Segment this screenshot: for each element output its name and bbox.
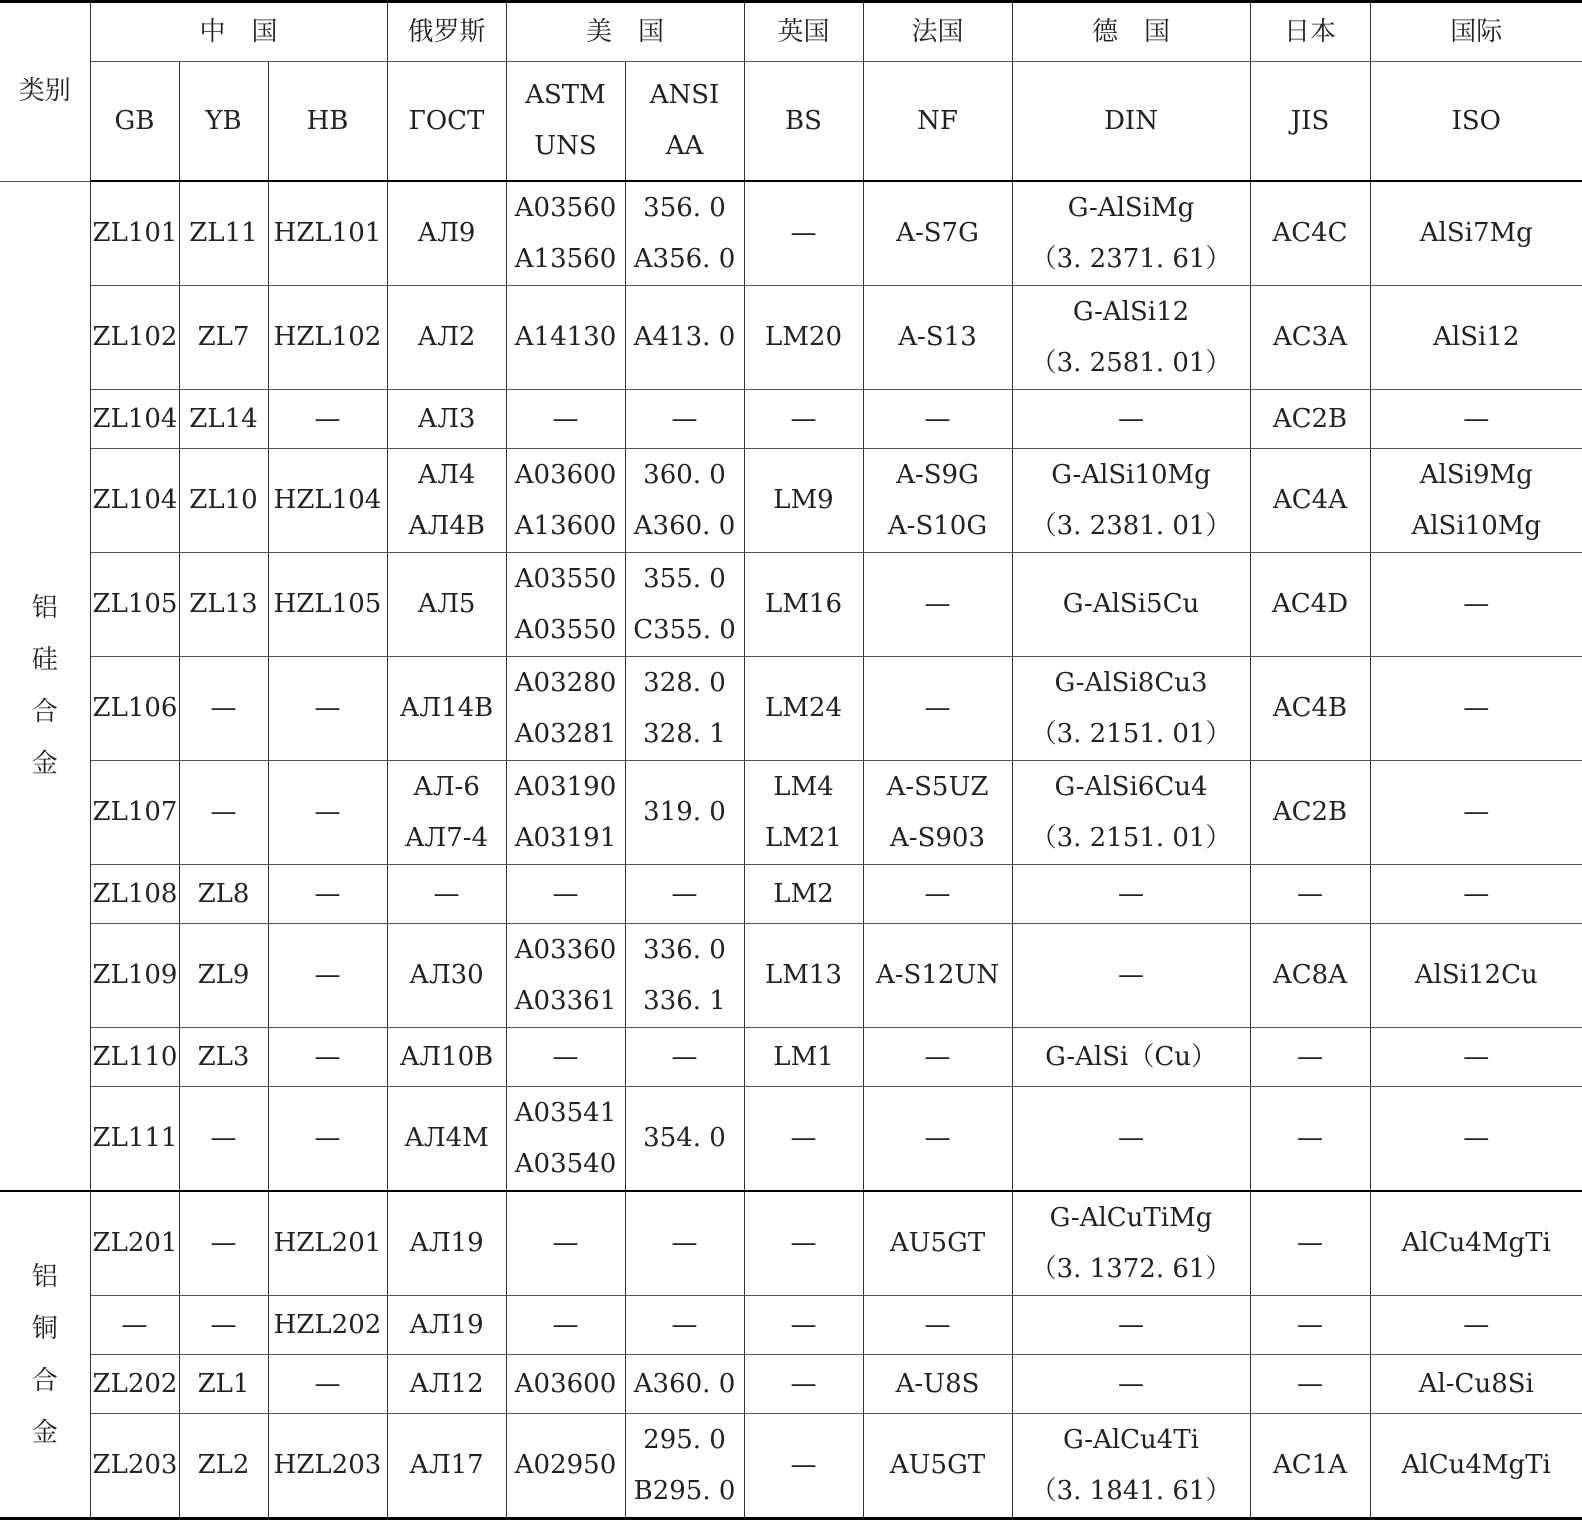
table-cell: G-AlSi10Mg （3. 2381. 01） (1012, 449, 1250, 553)
table-cell: HZL104 (268, 449, 387, 553)
table-cell: — (1370, 1087, 1582, 1192)
table-cell: — (1370, 553, 1582, 657)
table-cell: A03600 (506, 1355, 625, 1414)
table-cell: G-AlSi12 （3. 2581. 01） (1012, 286, 1250, 390)
table-cell: — (625, 1296, 744, 1355)
table-cell: G-AlSi8Cu3 （3. 2151. 01） (1012, 657, 1250, 761)
standard-header: ISO (1370, 62, 1582, 182)
table-cell: LM4 LM21 (744, 761, 863, 865)
table-cell: 319. 0 (625, 761, 744, 865)
table-cell: — (625, 1028, 744, 1087)
table-cell: АЛ12 (387, 1355, 506, 1414)
table-row (0, 1296, 1582, 1355)
table-cell: — (1012, 390, 1250, 449)
table-cell: — (744, 181, 863, 286)
table-cell: HZL105 (268, 553, 387, 657)
table-cell: LM1 (744, 1028, 863, 1087)
table-cell: A360. 0 (625, 1355, 744, 1414)
table-cell: 354. 0 (625, 1087, 744, 1192)
table-cell: — (863, 1028, 1012, 1087)
table-cell: — (863, 390, 1012, 449)
table-cell: HZL201 (268, 1191, 387, 1296)
country-header-usa: 美 国 (506, 2, 744, 62)
table-cell: HZL101 (268, 181, 387, 286)
table-row (0, 657, 1582, 761)
table-cell: — (90, 1296, 179, 1355)
table-cell: A-S5UZ A-S903 (863, 761, 1012, 865)
standard-header: ASTM UNS (506, 62, 625, 182)
table-cell: — (1012, 865, 1250, 924)
table-cell: A02950 (506, 1414, 625, 1519)
table-cell: 360. 0 A360. 0 (625, 449, 744, 553)
table-row (0, 181, 1582, 286)
table-cell: ZL202 (90, 1355, 179, 1414)
country-header-row (0, 2, 1582, 62)
table-cell: AlSi9Mg AlSi10Mg (1370, 449, 1582, 553)
table-cell: G-AlCu4Ti （3. 1841. 61） (1012, 1414, 1250, 1519)
table-cell: — (179, 1087, 268, 1192)
table-cell: — (268, 1087, 387, 1192)
table-cell: 355. 0 C355. 0 (625, 553, 744, 657)
table-cell: — (1012, 924, 1250, 1028)
country-header-japan: 日本 (1250, 2, 1370, 62)
table-cell: A14130 (506, 286, 625, 390)
category-cell: 铝 硅 合 金 (0, 181, 90, 1191)
table-cell: — (1370, 761, 1582, 865)
table-cell: AC4B (1250, 657, 1370, 761)
table-cell: A-S12UN (863, 924, 1012, 1028)
country-header-germany: 德 国 (1012, 2, 1250, 62)
country-header-france: 法国 (863, 2, 1012, 62)
category-cell: 铝 铜 合 金 (0, 1191, 90, 1519)
table-row (0, 286, 1582, 390)
table-cell: G-AlSi（Cu） (1012, 1028, 1250, 1087)
standard-header: ГОСТ (387, 62, 506, 182)
table-cell: — (1250, 1191, 1370, 1296)
table-cell: — (744, 1296, 863, 1355)
table-cell: — (268, 865, 387, 924)
table-row (0, 865, 1582, 924)
table-row (0, 1414, 1582, 1519)
table-cell: — (1370, 1296, 1582, 1355)
table-cell: — (1012, 1296, 1250, 1355)
table-cell: 295. 0 B295. 0 (625, 1414, 744, 1519)
table-cell: ZL7 (179, 286, 268, 390)
table-cell: G-AlSi6Cu4 （3. 2151. 01） (1012, 761, 1250, 865)
table-cell: — (1250, 1087, 1370, 1192)
table-cell: ZL104 (90, 449, 179, 553)
table-cell: LM13 (744, 924, 863, 1028)
table-cell: A03560 A13560 (506, 181, 625, 286)
table-cell: AlSi12Cu (1370, 924, 1582, 1028)
table-cell: G-AlCuTiMg （3. 1372. 61） (1012, 1191, 1250, 1296)
table-cell: — (268, 1028, 387, 1087)
table-cell: ZL108 (90, 865, 179, 924)
table-cell: AlSi7Mg (1370, 181, 1582, 286)
table-cell: ZL101 (90, 181, 179, 286)
table-cell: A03541 A03540 (506, 1087, 625, 1192)
table-cell: — (179, 761, 268, 865)
table-row (0, 1355, 1582, 1414)
table-cell: ZL110 (90, 1028, 179, 1087)
table-cell: АЛ14В (387, 657, 506, 761)
table-cell: — (506, 865, 625, 924)
table-cell: — (1012, 1355, 1250, 1414)
country-header-international: 国际 (1370, 2, 1582, 62)
country-header-china: 中 国 (90, 2, 387, 62)
table-cell: ZL102 (90, 286, 179, 390)
table-cell: HZL203 (268, 1414, 387, 1519)
table-cell: АЛ4 АЛ4В (387, 449, 506, 553)
table-row (0, 1191, 1582, 1296)
table-cell: A-S9G A-S10G (863, 449, 1012, 553)
table-cell: HZL202 (268, 1296, 387, 1355)
table-header (0, 2, 1582, 182)
table-cell: — (179, 657, 268, 761)
table-cell: АЛ3 (387, 390, 506, 449)
table-cell: АЛ4М (387, 1087, 506, 1192)
table-cell: ZL104 (90, 390, 179, 449)
category-header: 类别 (0, 2, 90, 182)
table-cell: A03190 A03191 (506, 761, 625, 865)
table-cell: A-S13 (863, 286, 1012, 390)
table-cell: — (744, 390, 863, 449)
table-cell: ZL3 (179, 1028, 268, 1087)
standard-header-row (0, 62, 1582, 182)
country-header-russia: 俄罗斯 (387, 2, 506, 62)
table-cell: — (1250, 865, 1370, 924)
table-cell: ZL13 (179, 553, 268, 657)
table-cell: — (863, 1296, 1012, 1355)
table-cell: LM20 (744, 286, 863, 390)
table-cell: — (744, 1191, 863, 1296)
table-cell: — (179, 1296, 268, 1355)
table-cell: HZL102 (268, 286, 387, 390)
table-cell: 328. 0 328. 1 (625, 657, 744, 761)
table-cell: AC2B (1250, 761, 1370, 865)
table-cell: AC4D (1250, 553, 1370, 657)
standard-header: NF (863, 62, 1012, 182)
table-cell: ZL10 (179, 449, 268, 553)
table-row (0, 553, 1582, 657)
table-cell: АЛ17 (387, 1414, 506, 1519)
table-cell: АЛ-6 АЛ7-4 (387, 761, 506, 865)
table-cell: — (625, 1191, 744, 1296)
table-cell: — (863, 1087, 1012, 1192)
table-cell: — (387, 865, 506, 924)
table-cell: ZL14 (179, 390, 268, 449)
table-cell: АЛ30 (387, 924, 506, 1028)
table-cell: — (506, 1191, 625, 1296)
table-cell: A413. 0 (625, 286, 744, 390)
table-cell: — (506, 1296, 625, 1355)
table-cell: АЛ10В (387, 1028, 506, 1087)
table-cell: — (1250, 1028, 1370, 1087)
table-cell: AU5GT (863, 1191, 1012, 1296)
table-cell: — (268, 390, 387, 449)
table-cell: — (268, 1355, 387, 1414)
table-cell: LM16 (744, 553, 863, 657)
table-cell: AlCu4MgTi (1370, 1414, 1582, 1519)
table-cell: A03280 A03281 (506, 657, 625, 761)
table-cell: ZL109 (90, 924, 179, 1028)
standard-header: GB (90, 62, 179, 182)
table-cell: A03360 A03361 (506, 924, 625, 1028)
table-cell: — (744, 1355, 863, 1414)
standard-header: BS (744, 62, 863, 182)
table-cell: АЛ19 (387, 1191, 506, 1296)
table-cell: — (1250, 1296, 1370, 1355)
table-cell: ZL8 (179, 865, 268, 924)
table-cell: AC8A (1250, 924, 1370, 1028)
standard-header: JIS (1250, 62, 1370, 182)
table-row (0, 390, 1582, 449)
table-cell: ZL107 (90, 761, 179, 865)
standard-header: ANSI AA (625, 62, 744, 182)
table-cell: АЛ5 (387, 553, 506, 657)
table-cell: A-U8S (863, 1355, 1012, 1414)
standard-header: HB (268, 62, 387, 182)
table-cell: — (268, 924, 387, 1028)
table-cell: AC2B (1250, 390, 1370, 449)
table-cell: 336. 0 336. 1 (625, 924, 744, 1028)
table-cell: ZL2 (179, 1414, 268, 1519)
table-cell: — (863, 553, 1012, 657)
table-cell: — (625, 865, 744, 924)
table-row (0, 1087, 1582, 1192)
table-cell: ZL9 (179, 924, 268, 1028)
table-cell: LM9 (744, 449, 863, 553)
table-row (0, 761, 1582, 865)
table-cell: — (1370, 390, 1582, 449)
table-cell: AC3A (1250, 286, 1370, 390)
table-cell: — (268, 657, 387, 761)
table-cell: — (744, 1087, 863, 1192)
table-cell: — (1370, 865, 1582, 924)
table-cell: — (1250, 1355, 1370, 1414)
table-cell: ZL1 (179, 1355, 268, 1414)
table-cell: ZL111 (90, 1087, 179, 1192)
table-cell: — (506, 390, 625, 449)
table-cell: ZL105 (90, 553, 179, 657)
table-cell: — (1370, 657, 1582, 761)
country-header-uk: 英国 (744, 2, 863, 62)
table-cell: G-AlSi5Cu (1012, 553, 1250, 657)
table-cell: ZL11 (179, 181, 268, 286)
table-cell: AU5GT (863, 1414, 1012, 1519)
table-cell: AC4A (1250, 449, 1370, 553)
standard-header: YB (179, 62, 268, 182)
table-cell: A03600 A13600 (506, 449, 625, 553)
table-cell: AC1A (1250, 1414, 1370, 1519)
table-cell: LM2 (744, 865, 863, 924)
table-cell: — (506, 1028, 625, 1087)
table-cell: A-S7G (863, 181, 1012, 286)
table-cell: ZL106 (90, 657, 179, 761)
table-cell: AlSi12 (1370, 286, 1582, 390)
table-cell: АЛ9 (387, 181, 506, 286)
table-cell: AlCu4MgTi (1370, 1191, 1582, 1296)
table-cell: G-AlSiMg （3. 2371. 61） (1012, 181, 1250, 286)
table-row (0, 449, 1582, 553)
table-cell: — (268, 761, 387, 865)
table-row (0, 924, 1582, 1028)
table-cell: ZL203 (90, 1414, 179, 1519)
table-cell: — (625, 390, 744, 449)
table-row (0, 1028, 1582, 1087)
table-cell: — (1012, 1087, 1250, 1192)
table-cell: AC4C (1250, 181, 1370, 286)
table-cell: A03550 A03550 (506, 553, 625, 657)
table-cell: АЛ2 (387, 286, 506, 390)
table-body (0, 181, 1582, 1519)
table-cell: — (863, 657, 1012, 761)
table-cell: АЛ19 (387, 1296, 506, 1355)
table-cell: — (863, 865, 1012, 924)
table-cell: — (1370, 1028, 1582, 1087)
table-cell: 356. 0 A356. 0 (625, 181, 744, 286)
table-cell: Al-Cu8Si (1370, 1355, 1582, 1414)
table-cell: — (744, 1414, 863, 1519)
table-cell: ZL201 (90, 1191, 179, 1296)
table-cell: LM24 (744, 657, 863, 761)
standard-header: DIN (1012, 62, 1250, 182)
table-cell: — (179, 1191, 268, 1296)
